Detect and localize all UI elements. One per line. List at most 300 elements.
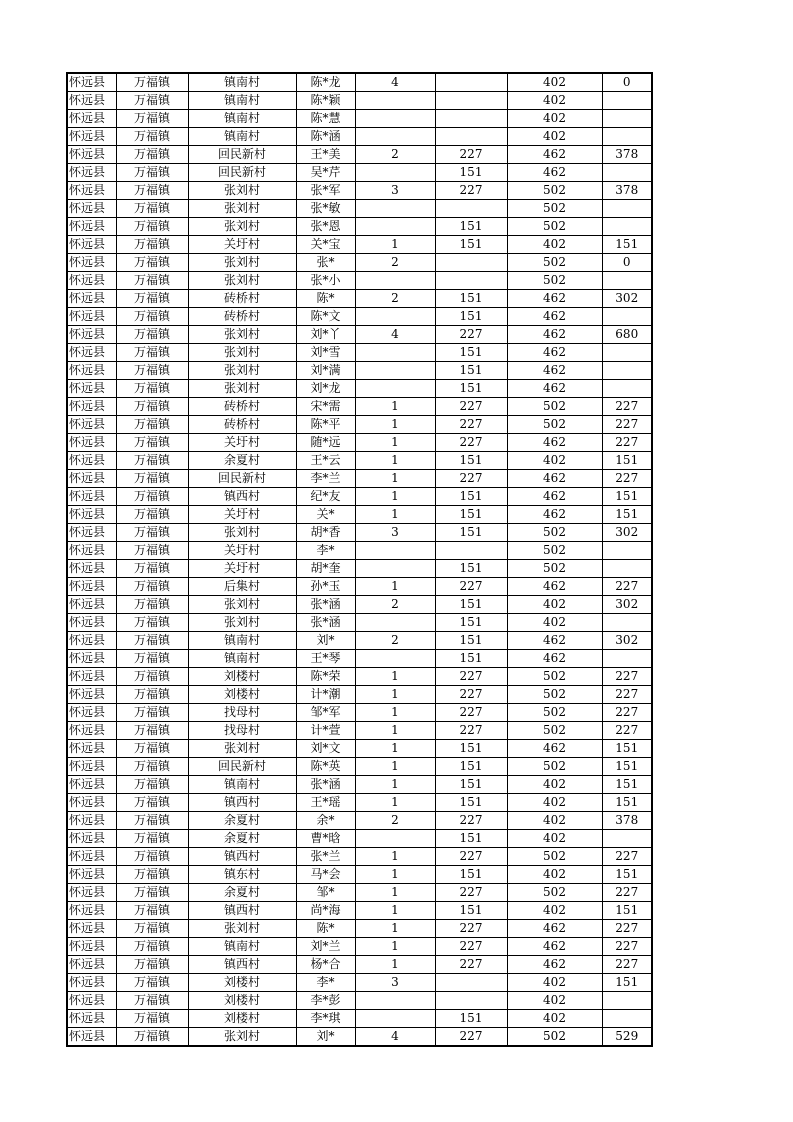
table-row bbox=[67, 146, 652, 164]
county-cell: 怀远县 bbox=[67, 704, 116, 722]
amount-b-cell: 402 bbox=[507, 236, 602, 254]
amount-a-cell: 227 bbox=[435, 884, 507, 902]
household-size-cell bbox=[355, 92, 435, 110]
household-size-cell: 1 bbox=[355, 434, 435, 452]
total-cell: 227 bbox=[602, 956, 652, 974]
table-row bbox=[67, 506, 652, 524]
household-size-cell bbox=[355, 344, 435, 362]
total-cell bbox=[602, 110, 652, 128]
amount-b-cell: 402 bbox=[507, 866, 602, 884]
total-cell: 227 bbox=[602, 668, 652, 686]
total-cell: 227 bbox=[602, 470, 652, 488]
amount-a-cell: 151 bbox=[435, 362, 507, 380]
town-cell: 万福镇 bbox=[116, 596, 188, 614]
table-row bbox=[67, 668, 652, 686]
amount-a-cell: 227 bbox=[435, 326, 507, 344]
table-row bbox=[67, 632, 652, 650]
amount-a-cell: 227 bbox=[435, 434, 507, 452]
town-cell: 万福镇 bbox=[116, 362, 188, 380]
name-cell: 刘*文 bbox=[296, 740, 355, 758]
town-cell: 万福镇 bbox=[116, 236, 188, 254]
amount-b-cell: 462 bbox=[507, 434, 602, 452]
table-row bbox=[67, 974, 652, 992]
amount-b-cell: 502 bbox=[507, 848, 602, 866]
county-cell: 怀远县 bbox=[67, 722, 116, 740]
amount-a-cell: 227 bbox=[435, 920, 507, 938]
amount-b-cell: 502 bbox=[507, 758, 602, 776]
name-cell: 刘*丫 bbox=[296, 326, 355, 344]
county-cell: 怀远县 bbox=[67, 73, 116, 92]
town-cell: 万福镇 bbox=[116, 218, 188, 236]
amount-b-cell: 462 bbox=[507, 956, 602, 974]
amount-a-cell: 227 bbox=[435, 470, 507, 488]
amount-b-cell: 402 bbox=[507, 776, 602, 794]
county-cell: 怀远县 bbox=[67, 920, 116, 938]
county-cell: 怀远县 bbox=[67, 794, 116, 812]
household-size-cell bbox=[355, 1010, 435, 1028]
amount-b-cell: 402 bbox=[507, 614, 602, 632]
town-cell: 万福镇 bbox=[116, 974, 188, 992]
village-cell: 镇西村 bbox=[188, 902, 296, 920]
amount-b-cell: 462 bbox=[507, 650, 602, 668]
county-cell: 怀远县 bbox=[67, 632, 116, 650]
village-cell: 张刘村 bbox=[188, 200, 296, 218]
county-cell: 怀远县 bbox=[67, 416, 116, 434]
county-cell: 怀远县 bbox=[67, 344, 116, 362]
county-cell: 怀远县 bbox=[67, 182, 116, 200]
amount-b-cell: 502 bbox=[507, 524, 602, 542]
name-cell: 计*潮 bbox=[296, 686, 355, 704]
village-cell: 张刘村 bbox=[188, 524, 296, 542]
amount-a-cell: 227 bbox=[435, 398, 507, 416]
total-cell: 227 bbox=[602, 722, 652, 740]
county-cell: 怀远县 bbox=[67, 938, 116, 956]
total-cell: 151 bbox=[602, 236, 652, 254]
town-cell: 万福镇 bbox=[116, 326, 188, 344]
total-cell bbox=[602, 218, 652, 236]
amount-a-cell: 151 bbox=[435, 596, 507, 614]
name-cell: 张*涵 bbox=[296, 614, 355, 632]
name-cell: 余* bbox=[296, 812, 355, 830]
amount-a-cell: 151 bbox=[435, 902, 507, 920]
household-size-cell bbox=[355, 542, 435, 560]
town-cell: 万福镇 bbox=[116, 920, 188, 938]
county-cell: 怀远县 bbox=[67, 506, 116, 524]
name-cell: 陈*平 bbox=[296, 416, 355, 434]
name-cell: 王*美 bbox=[296, 146, 355, 164]
total-cell: 302 bbox=[602, 596, 652, 614]
name-cell: 陈*涵 bbox=[296, 128, 355, 146]
village-cell: 砖桥村 bbox=[188, 308, 296, 326]
total-cell: 302 bbox=[602, 524, 652, 542]
table-row bbox=[67, 416, 652, 434]
county-cell: 怀远县 bbox=[67, 362, 116, 380]
village-cell: 刘楼村 bbox=[188, 992, 296, 1010]
county-cell: 怀远县 bbox=[67, 236, 116, 254]
village-cell: 关圩村 bbox=[188, 434, 296, 452]
town-cell: 万福镇 bbox=[116, 416, 188, 434]
town-cell: 万福镇 bbox=[116, 740, 188, 758]
total-cell bbox=[602, 560, 652, 578]
household-size-cell: 1 bbox=[355, 578, 435, 596]
amount-a-cell: 151 bbox=[435, 452, 507, 470]
amount-a-cell: 151 bbox=[435, 164, 507, 182]
household-size-cell: 2 bbox=[355, 632, 435, 650]
county-cell: 怀远县 bbox=[67, 830, 116, 848]
county-cell: 怀远县 bbox=[67, 578, 116, 596]
county-cell: 怀远县 bbox=[67, 524, 116, 542]
town-cell: 万福镇 bbox=[116, 758, 188, 776]
total-cell bbox=[602, 200, 652, 218]
name-cell: 关* bbox=[296, 506, 355, 524]
amount-a-cell: 227 bbox=[435, 956, 507, 974]
total-cell: 151 bbox=[602, 758, 652, 776]
household-size-cell: 1 bbox=[355, 416, 435, 434]
amount-b-cell: 502 bbox=[507, 416, 602, 434]
household-size-cell bbox=[355, 308, 435, 326]
name-cell: 李*兰 bbox=[296, 470, 355, 488]
village-cell: 砖桥村 bbox=[188, 398, 296, 416]
table-row bbox=[67, 452, 652, 470]
table-row bbox=[67, 596, 652, 614]
town-cell: 万福镇 bbox=[116, 290, 188, 308]
name-cell: 马*会 bbox=[296, 866, 355, 884]
name-cell: 张*恩 bbox=[296, 218, 355, 236]
name-cell: 刘* bbox=[296, 632, 355, 650]
household-size-cell: 1 bbox=[355, 920, 435, 938]
household-size-cell: 1 bbox=[355, 740, 435, 758]
household-size-cell bbox=[355, 128, 435, 146]
town-cell: 万福镇 bbox=[116, 650, 188, 668]
total-cell: 302 bbox=[602, 290, 652, 308]
table-row bbox=[67, 848, 652, 866]
amount-b-cell: 402 bbox=[507, 596, 602, 614]
amount-b-cell: 462 bbox=[507, 146, 602, 164]
household-size-cell: 3 bbox=[355, 524, 435, 542]
total-cell: 227 bbox=[602, 704, 652, 722]
amount-a-cell: 227 bbox=[435, 722, 507, 740]
town-cell: 万福镇 bbox=[116, 776, 188, 794]
amount-b-cell: 502 bbox=[507, 398, 602, 416]
table-row bbox=[67, 434, 652, 452]
name-cell: 纪*友 bbox=[296, 488, 355, 506]
table-row bbox=[67, 776, 652, 794]
table-row bbox=[67, 110, 652, 128]
county-cell: 怀远县 bbox=[67, 992, 116, 1010]
town-cell: 万福镇 bbox=[116, 704, 188, 722]
table-row bbox=[67, 866, 652, 884]
village-cell: 镇西村 bbox=[188, 794, 296, 812]
town-cell: 万福镇 bbox=[116, 524, 188, 542]
town-cell: 万福镇 bbox=[116, 308, 188, 326]
total-cell bbox=[602, 362, 652, 380]
household-size-cell: 1 bbox=[355, 398, 435, 416]
village-cell: 张刘村 bbox=[188, 254, 296, 272]
town-cell: 万福镇 bbox=[116, 110, 188, 128]
total-cell: 227 bbox=[602, 920, 652, 938]
village-cell: 关圩村 bbox=[188, 506, 296, 524]
amount-a-cell: 227 bbox=[435, 668, 507, 686]
total-cell: 680 bbox=[602, 326, 652, 344]
amount-b-cell: 462 bbox=[507, 632, 602, 650]
amount-a-cell: 151 bbox=[435, 632, 507, 650]
amount-a-cell: 227 bbox=[435, 704, 507, 722]
amount-a-cell: 151 bbox=[435, 380, 507, 398]
name-cell: 刘*龙 bbox=[296, 380, 355, 398]
village-cell: 镇南村 bbox=[188, 632, 296, 650]
name-cell: 邹*军 bbox=[296, 704, 355, 722]
amount-b-cell: 462 bbox=[507, 488, 602, 506]
village-cell: 找母村 bbox=[188, 704, 296, 722]
table-row bbox=[67, 470, 652, 488]
table-row bbox=[67, 380, 652, 398]
county-cell: 怀远县 bbox=[67, 1028, 116, 1047]
village-cell: 刘楼村 bbox=[188, 1010, 296, 1028]
amount-b-cell: 502 bbox=[507, 542, 602, 560]
village-cell: 镇南村 bbox=[188, 776, 296, 794]
household-size-cell bbox=[355, 272, 435, 290]
household-size-cell: 4 bbox=[355, 326, 435, 344]
village-cell: 关圩村 bbox=[188, 542, 296, 560]
total-cell: 378 bbox=[602, 182, 652, 200]
table-row bbox=[67, 164, 652, 182]
household-size-cell: 4 bbox=[355, 1028, 435, 1047]
county-cell: 怀远县 bbox=[67, 128, 116, 146]
town-cell: 万福镇 bbox=[116, 73, 188, 92]
county-cell: 怀远县 bbox=[67, 614, 116, 632]
household-size-cell: 2 bbox=[355, 812, 435, 830]
amount-a-cell: 227 bbox=[435, 848, 507, 866]
name-cell: 尚*海 bbox=[296, 902, 355, 920]
household-size-cell: 3 bbox=[355, 182, 435, 200]
household-size-cell bbox=[355, 164, 435, 182]
table-row bbox=[67, 92, 652, 110]
name-cell: 刘*兰 bbox=[296, 938, 355, 956]
amount-b-cell: 402 bbox=[507, 812, 602, 830]
county-cell: 怀远县 bbox=[67, 200, 116, 218]
total-cell: 151 bbox=[602, 866, 652, 884]
name-cell: 张*小 bbox=[296, 272, 355, 290]
name-cell: 吴*芹 bbox=[296, 164, 355, 182]
total-cell bbox=[602, 650, 652, 668]
amount-a-cell: 151 bbox=[435, 290, 507, 308]
town-cell: 万福镇 bbox=[116, 632, 188, 650]
village-cell: 余夏村 bbox=[188, 812, 296, 830]
name-cell: 张*军 bbox=[296, 182, 355, 200]
name-cell: 杨*合 bbox=[296, 956, 355, 974]
county-cell: 怀远县 bbox=[67, 740, 116, 758]
household-size-cell bbox=[355, 650, 435, 668]
table-row bbox=[67, 344, 652, 362]
total-cell: 227 bbox=[602, 434, 652, 452]
total-cell: 151 bbox=[602, 452, 652, 470]
county-cell: 怀远县 bbox=[67, 434, 116, 452]
table-row bbox=[67, 992, 652, 1010]
village-cell: 关圩村 bbox=[188, 236, 296, 254]
amount-b-cell: 402 bbox=[507, 452, 602, 470]
town-cell: 万福镇 bbox=[116, 380, 188, 398]
household-size-cell bbox=[355, 992, 435, 1010]
amount-b-cell: 462 bbox=[507, 164, 602, 182]
county-cell: 怀远县 bbox=[67, 776, 116, 794]
amount-a-cell: 227 bbox=[435, 812, 507, 830]
table-row bbox=[67, 920, 652, 938]
town-cell: 万福镇 bbox=[116, 794, 188, 812]
amount-a-cell: 151 bbox=[435, 236, 507, 254]
county-cell: 怀远县 bbox=[67, 902, 116, 920]
name-cell: 胡*香 bbox=[296, 524, 355, 542]
household-size-cell: 4 bbox=[355, 73, 435, 92]
household-size-cell: 1 bbox=[355, 488, 435, 506]
total-cell: 227 bbox=[602, 884, 652, 902]
town-cell: 万福镇 bbox=[116, 614, 188, 632]
household-size-cell: 1 bbox=[355, 902, 435, 920]
amount-b-cell: 402 bbox=[507, 794, 602, 812]
county-cell: 怀远县 bbox=[67, 92, 116, 110]
village-cell: 镇东村 bbox=[188, 866, 296, 884]
amount-a-cell: 151 bbox=[435, 866, 507, 884]
household-size-cell: 2 bbox=[355, 596, 435, 614]
table-row bbox=[67, 938, 652, 956]
county-cell: 怀远县 bbox=[67, 848, 116, 866]
name-cell: 胡*奎 bbox=[296, 560, 355, 578]
total-cell: 227 bbox=[602, 578, 652, 596]
village-cell: 镇南村 bbox=[188, 128, 296, 146]
amount-a-cell: 151 bbox=[435, 308, 507, 326]
total-cell: 0 bbox=[602, 73, 652, 92]
name-cell: 陈*英 bbox=[296, 758, 355, 776]
total-cell bbox=[602, 272, 652, 290]
town-cell: 万福镇 bbox=[116, 578, 188, 596]
amount-b-cell: 462 bbox=[507, 578, 602, 596]
household-size-cell bbox=[355, 110, 435, 128]
total-cell bbox=[602, 308, 652, 326]
name-cell: 王*瑶 bbox=[296, 794, 355, 812]
county-cell: 怀远县 bbox=[67, 668, 116, 686]
amount-b-cell: 502 bbox=[507, 218, 602, 236]
town-cell: 万福镇 bbox=[116, 200, 188, 218]
household-size-cell: 1 bbox=[355, 794, 435, 812]
household-size-cell: 1 bbox=[355, 704, 435, 722]
amount-a-cell: 151 bbox=[435, 794, 507, 812]
town-cell: 万福镇 bbox=[116, 938, 188, 956]
table-row bbox=[67, 362, 652, 380]
name-cell: 王*琴 bbox=[296, 650, 355, 668]
amount-a-cell: 151 bbox=[435, 614, 507, 632]
household-size-cell: 2 bbox=[355, 254, 435, 272]
table-row bbox=[67, 272, 652, 290]
village-cell: 镇西村 bbox=[188, 848, 296, 866]
table-row bbox=[67, 73, 652, 92]
amount-b-cell: 502 bbox=[507, 704, 602, 722]
table-row bbox=[67, 308, 652, 326]
household-size-cell: 1 bbox=[355, 776, 435, 794]
name-cell: 计*萱 bbox=[296, 722, 355, 740]
household-size-cell bbox=[355, 200, 435, 218]
name-cell: 陈* bbox=[296, 920, 355, 938]
town-cell: 万福镇 bbox=[116, 182, 188, 200]
town-cell: 万福镇 bbox=[116, 344, 188, 362]
town-cell: 万福镇 bbox=[116, 164, 188, 182]
household-size-cell: 1 bbox=[355, 470, 435, 488]
county-cell: 怀远县 bbox=[67, 596, 116, 614]
household-size-cell: 1 bbox=[355, 866, 435, 884]
amount-a-cell: 151 bbox=[435, 740, 507, 758]
town-cell: 万福镇 bbox=[116, 830, 188, 848]
amount-b-cell: 462 bbox=[507, 290, 602, 308]
table-row bbox=[67, 542, 652, 560]
household-size-cell: 1 bbox=[355, 722, 435, 740]
county-cell: 怀远县 bbox=[67, 380, 116, 398]
table-row bbox=[67, 488, 652, 506]
name-cell: 王*云 bbox=[296, 452, 355, 470]
total-cell bbox=[602, 614, 652, 632]
amount-b-cell: 502 bbox=[507, 686, 602, 704]
household-size-cell: 2 bbox=[355, 290, 435, 308]
village-cell: 张刘村 bbox=[188, 182, 296, 200]
name-cell: 李*彭 bbox=[296, 992, 355, 1010]
total-cell: 378 bbox=[602, 812, 652, 830]
name-cell: 陈*荣 bbox=[296, 668, 355, 686]
amount-b-cell: 502 bbox=[507, 200, 602, 218]
amount-a-cell bbox=[435, 128, 507, 146]
amount-a-cell: 151 bbox=[435, 488, 507, 506]
town-cell: 万福镇 bbox=[116, 146, 188, 164]
table-row bbox=[67, 884, 652, 902]
county-cell: 怀远县 bbox=[67, 164, 116, 182]
county-cell: 怀远县 bbox=[67, 542, 116, 560]
amount-a-cell: 151 bbox=[435, 758, 507, 776]
town-cell: 万福镇 bbox=[116, 398, 188, 416]
village-cell: 张刘村 bbox=[188, 326, 296, 344]
amount-a-cell: 227 bbox=[435, 686, 507, 704]
town-cell: 万福镇 bbox=[116, 254, 188, 272]
household-size-cell bbox=[355, 560, 435, 578]
county-cell: 怀远县 bbox=[67, 560, 116, 578]
household-size-cell bbox=[355, 362, 435, 380]
county-cell: 怀远县 bbox=[67, 110, 116, 128]
household-size-cell: 1 bbox=[355, 956, 435, 974]
total-cell bbox=[602, 164, 652, 182]
amount-b-cell: 402 bbox=[507, 830, 602, 848]
table-row bbox=[67, 704, 652, 722]
table-row bbox=[67, 902, 652, 920]
amount-b-cell: 462 bbox=[507, 344, 602, 362]
village-cell: 镇西村 bbox=[188, 488, 296, 506]
town-cell: 万福镇 bbox=[116, 506, 188, 524]
household-size-cell: 3 bbox=[355, 974, 435, 992]
total-cell bbox=[602, 1010, 652, 1028]
amount-a-cell: 151 bbox=[435, 506, 507, 524]
town-cell: 万福镇 bbox=[116, 902, 188, 920]
name-cell: 李* bbox=[296, 542, 355, 560]
town-cell: 万福镇 bbox=[116, 866, 188, 884]
table-row bbox=[67, 740, 652, 758]
village-cell: 镇南村 bbox=[188, 650, 296, 668]
county-cell: 怀远县 bbox=[67, 308, 116, 326]
name-cell: 陈*慧 bbox=[296, 110, 355, 128]
village-cell: 余夏村 bbox=[188, 884, 296, 902]
amount-b-cell: 462 bbox=[507, 326, 602, 344]
amount-b-cell: 462 bbox=[507, 362, 602, 380]
village-cell: 张刘村 bbox=[188, 380, 296, 398]
village-cell: 张刘村 bbox=[188, 920, 296, 938]
county-cell: 怀远县 bbox=[67, 488, 116, 506]
table-row bbox=[67, 650, 652, 668]
county-cell: 怀远县 bbox=[67, 290, 116, 308]
amount-a-cell: 151 bbox=[435, 524, 507, 542]
amount-b-cell: 502 bbox=[507, 254, 602, 272]
